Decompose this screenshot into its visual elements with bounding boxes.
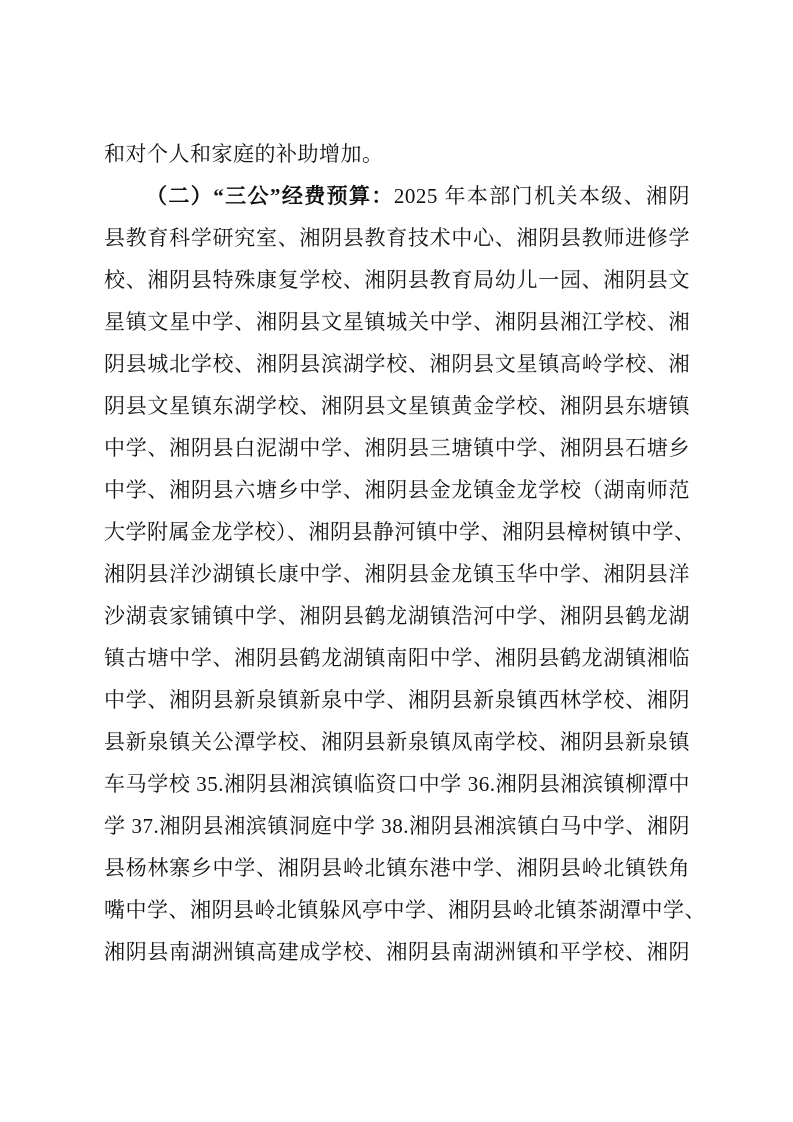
body-text: 镇古塘中学、湘阴县鹤龙湖镇南阳中学、湘阴县鹤龙湖镇湘临 — [104, 646, 690, 670]
text-line — [104, 679, 690, 721]
text-line — [104, 805, 690, 847]
text-block — [104, 133, 706, 973]
text-line — [104, 469, 690, 511]
body-text: 县杨林寨乡中学、湘阴县岭北镇东港中学、湘阴县岭北镇铁角 — [104, 856, 690, 880]
body-text: 2025 年本部门机关本级、湘阴 — [393, 184, 691, 208]
text-line — [104, 301, 690, 343]
body-text: 嘴中学、湘阴县岭北镇躲风亭中学、湘阴县岭北镇茶湖潭中学、 — [104, 898, 706, 922]
text-line — [104, 133, 690, 175]
heading-bold-text: （二）“三公”经费预算： — [146, 184, 394, 208]
body-text: 阴县文星镇东湖学校、湘阴县文星镇黄金学校、湘阴县东塘镇 — [104, 394, 690, 418]
body-text: 县教育科学研究室、湘阴县教育技术中心、湘阴县教师进修学 — [104, 226, 690, 250]
body-text: 车马学校 35.湘阴县湘滨镇临资口中学 36.湘阴县湘滨镇柳潭中 — [104, 772, 690, 796]
text-line — [104, 175, 690, 217]
body-text: 星镇文星中学、湘阴县文星镇城关中学、湘阴县湘江学校、湘 — [104, 310, 690, 334]
body-text: 沙湖袁家铺镇中学、湘阴县鹤龙湖镇浩河中学、湘阴县鹤龙湖 — [104, 604, 690, 628]
text-line — [104, 847, 690, 889]
text-line — [104, 595, 690, 637]
body-text: 中学、湘阴县新泉镇新泉中学、湘阴县新泉镇西林学校、湘阴 — [104, 688, 690, 712]
body-text: 大学附属金龙学校）、湘阴县静河镇中学、湘阴县樟树镇中学、 — [104, 520, 696, 544]
body-text: 和对个人和家庭的补助增加。 — [104, 142, 384, 166]
text-line — [104, 427, 690, 469]
body-text: 湘阴县洋沙湖镇长康中学、湘阴县金龙镇玉华中学、湘阴县洋 — [104, 562, 690, 586]
text-line — [104, 763, 690, 805]
body-text: 学 37.湘阴县湘滨镇洞庭中学 38.湘阴县湘滨镇白马中学、湘阴 — [104, 814, 690, 838]
body-text: 校、湘阴县特殊康复学校、湘阴县教育局幼儿一园、湘阴县文 — [104, 268, 690, 292]
text-line — [104, 343, 690, 385]
text-line — [104, 511, 696, 553]
body-text: 中学、湘阴县白泥湖中学、湘阴县三塘镇中学、湘阴县石塘乡 — [104, 436, 690, 460]
text-line — [104, 721, 690, 763]
body-text: 阴县城北学校、湘阴县滨湖学校、湘阴县文星镇高岭学校、湘 — [104, 352, 690, 376]
text-line — [104, 385, 690, 427]
body-text: 中学、湘阴县六塘乡中学、湘阴县金龙镇金龙学校（湖南师范 — [104, 478, 690, 502]
text-line — [104, 553, 690, 595]
text-line — [104, 637, 690, 679]
body-text: 湘阴县南湖洲镇高建成学校、湘阴县南湖洲镇和平学校、湘阴 — [104, 940, 690, 964]
text-line — [104, 217, 690, 259]
text-line — [104, 889, 706, 931]
text-line — [104, 931, 690, 973]
text-line — [104, 259, 690, 301]
body-text: 县新泉镇关公潭学校、湘阴县新泉镇凤南学校、湘阴县新泉镇 — [104, 730, 690, 754]
